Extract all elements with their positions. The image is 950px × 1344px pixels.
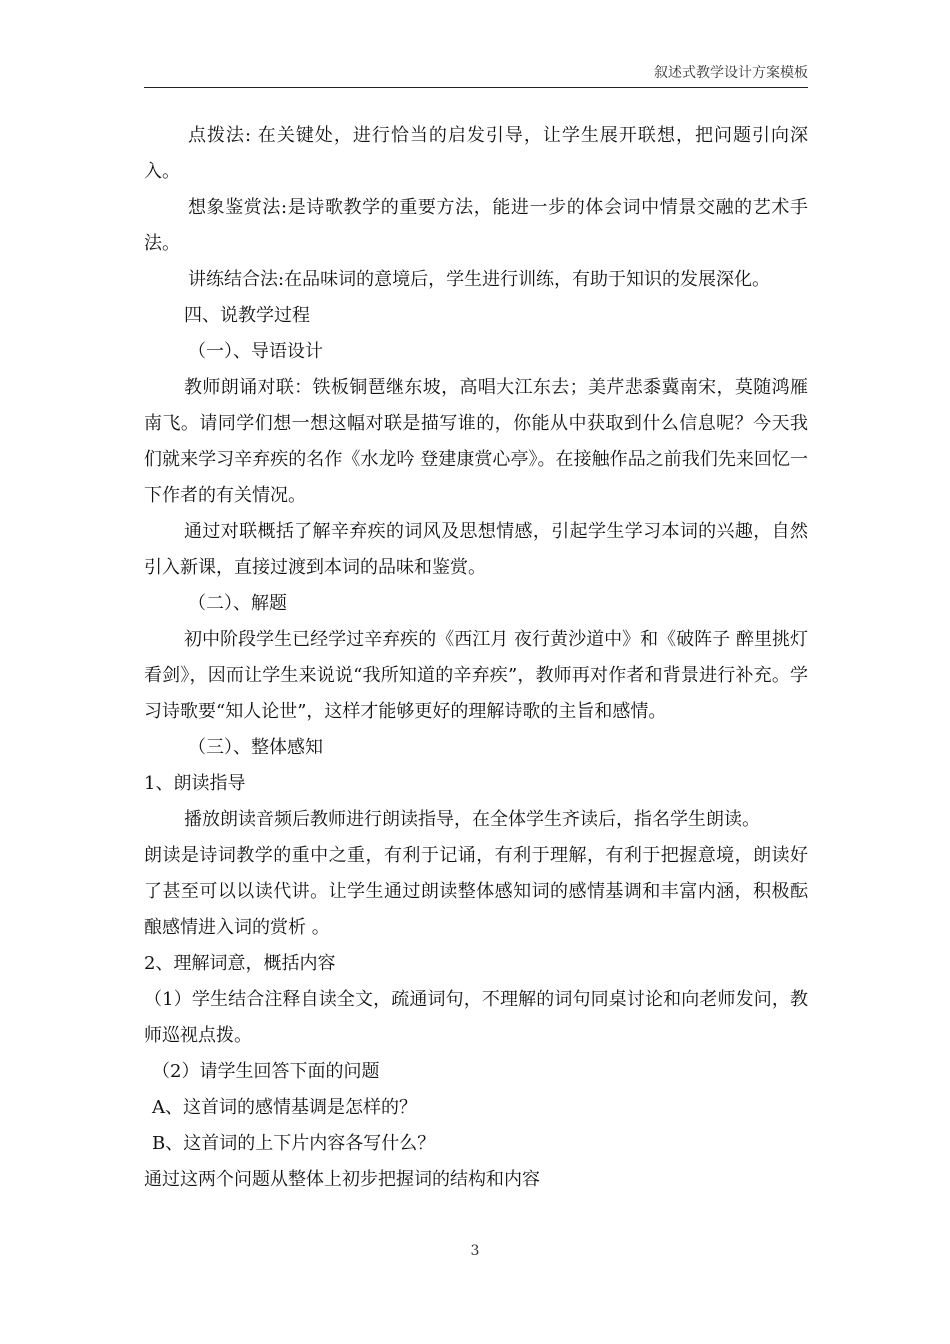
paragraph-self-reading: （1）学生结合注释自读全文，疏通词句，不理解的词句同桌讨论和向老师发问，教师巡视点拨。 <box>144 989 808 1046</box>
paragraph-method-practice: 讲练结合法:在品味词的意境后，学生进行训练，有助于知识的发展深化。 <box>188 269 771 290</box>
question-a: A、这首词的感情基调是怎样的？ <box>152 1097 417 1118</box>
paragraph-reading-audio: 播放朗读音频后教师进行朗读指导，在全体学生齐读后，指名学生朗读。 <box>184 809 760 830</box>
section-heading-teaching-process: 四、说教学过程 <box>184 305 310 326</box>
paragraph-method-guidance: 点拨法: 在关键处，进行恰当的启发引导，让学生展开联想，把问题引向深入。 <box>144 125 808 182</box>
paragraph-intro-couplet: 教师朗诵对联：铁板铜琶继东坡，高唱大江东去；美芹悲黍冀南宋，莫随鸿雁南飞。请同学们想一想这幅对联是描写谁的，你能从中获取到什么信息呢？今天我们就来学习辛弃疾的名作《水龙吟 登建康赏心亭》。在接触作品之前我们先来回忆一下作者的有关情况。 <box>144 377 808 506</box>
paragraph-title-analysis: 初中阶段学生已经学过辛弃疾的《西江月 夜行黄沙道中》和《破阵子 醉里挑灯看剑》，因而让学生来说说“我所知道的辛弃疾”，教师再对作者和背景进行补充。学习诗歌要“知人论世”，这样才能够更好的理解诗歌的主旨和感情。 <box>144 629 808 722</box>
page-number: 3 <box>470 1243 480 1259</box>
document-body <box>144 118 808 1198</box>
heading-understand-meaning: 2、理解词意，概括内容 <box>144 953 336 974</box>
paragraph-questions-purpose: 通过这两个问题从整体上初步把握词的结构和内容 <box>144 1169 540 1190</box>
subheading-title-analysis: （二）、解题 <box>188 593 287 614</box>
question-b: B、这首词的上下片内容各写什么？ <box>152 1133 436 1154</box>
paragraph-reading-importance: 朗读是诗词教学的重中之重，有利于记诵，有利于理解，有利于把握意境，朗读好了甚至可以以读代讲。让学生通过朗读整体感知词的感情基调和丰富内涵，积极酝酿感情进入词的赏析 。 <box>144 845 808 938</box>
paragraph-questions-intro: （2）请学生回答下面的问题 <box>152 1061 380 1082</box>
running-header: 叙述式教学设计方案模板 <box>144 62 808 88</box>
heading-reading-guidance: 1、朗读指导 <box>144 773 246 794</box>
paragraph-method-imagination: 想象鉴赏法:是诗歌教学的重要方法，能进一步的体会词中情景交融的艺术手法。 <box>144 197 808 254</box>
paragraph-intro-purpose: 通过对联概括了解辛弃疾的词风及思想情感，引起学生学习本词的兴趣，自然引入新课，直接过渡到本词的品味和鉴赏。 <box>144 521 808 578</box>
subheading-overall-perception: （三）、整体感知 <box>188 737 323 758</box>
subheading-intro-design: （一）、导语设计 <box>188 341 323 362</box>
